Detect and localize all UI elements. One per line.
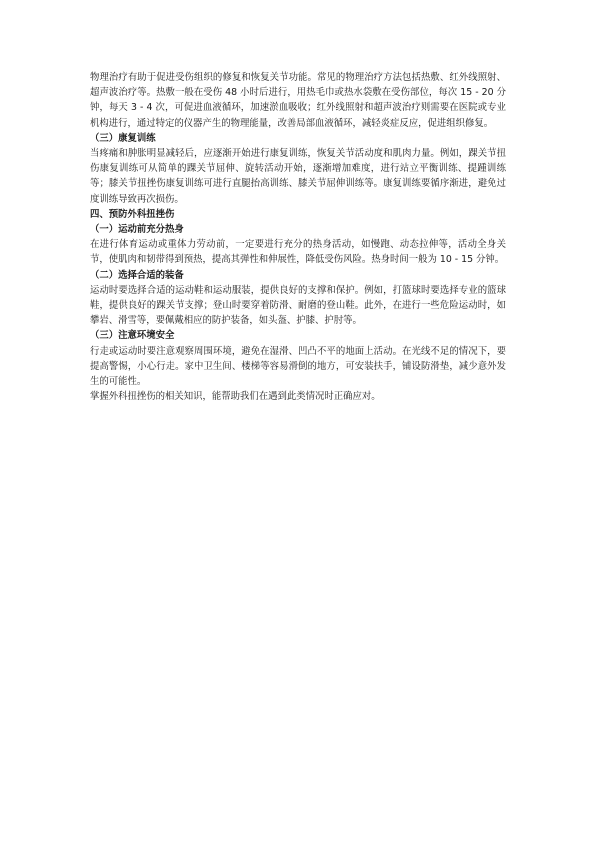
environment-safety-heading: （三）注意环境安全 — [90, 330, 175, 342]
prevention-section-heading: 四、预防外科扭挫伤 — [90, 208, 175, 220]
rehab-training-paragraph: 当疼痛和肿胀明显减轻后，应逐渐开始进行康复训练，恢复关节活动度和肌肉力量。例如，踝关节扭伤康复训练可从简单的踝关节屈伸、旋转活动开始，逐渐增加难度，进行站立平衡训练、提踵训练等；膝关节扭挫伤康复训练可进行直腿抬高训练、膝关节屈伸训练等。康复训练要循序渐进，避免过度训练导致再次损伤。 — [90, 148, 506, 205]
rehab-training-heading: （三）康复训练 — [90, 132, 156, 144]
equipment-heading: （二）选择合适的装备 — [90, 269, 184, 281]
document-body — [90, 70, 506, 404]
equipment-paragraph: 运动时要选择合适的运动鞋和运动服装，提供良好的支撑和保护。例如，打篮球时要选择专业的篮球鞋，提供良好的踝关节支撑；登山时要穿着防滑、耐磨的登山鞋。此外，在进行一些危险运动时，如攀岩、滑雪等，要佩戴相应的防护装备，如头盔、护膝、护肘等。 — [90, 284, 506, 327]
physical-therapy-paragraph: 物理治疗有助于促进受伤组织的修复和恢复关节功能。常见的物理治疗方法包括热敷、红外线照射、超声波治疗等。热敷一般在受伤 48 小时后进行，用热毛巾或热水袋敷在受伤部位，每次 15 - 20 分钟，每天 3 - 4 次，可促进血液循环，加速淤血吸收；红外线照射和超声波治疗则需要在医院或专业机构进行，通过特定的仪器产生的物理能量，改善局部血液循环，减轻炎症反应，促进组织修复。 — [90, 72, 506, 129]
closing-paragraph: 掌握外科扭挫伤的相关知识，能帮助我们在遇到此类情况时正确应对。 — [90, 391, 381, 403]
warmup-heading: （一）运动前充分热身 — [90, 224, 184, 236]
warmup-paragraph: 在进行体育运动或重体力劳动前，一定要进行充分的热身活动，如慢跑、动态拉伸等，活动全身关节，使肌肉和韧带得到预热，提高其弹性和伸展性，降低受伤风险。热身时间一般为 10 - 15 分钟。 — [90, 239, 506, 266]
environment-safety-paragraph: 行走或运动时要注意观察周围环境，避免在湿滑、凹凸不平的地面上活动。在光线不足的情况下，要提高警惕，小心行走。家中卫生间、楼梯等容易滑倒的地方，可安装扶手，铺设防滑垫，减少意外发生的可能性。 — [90, 345, 506, 388]
